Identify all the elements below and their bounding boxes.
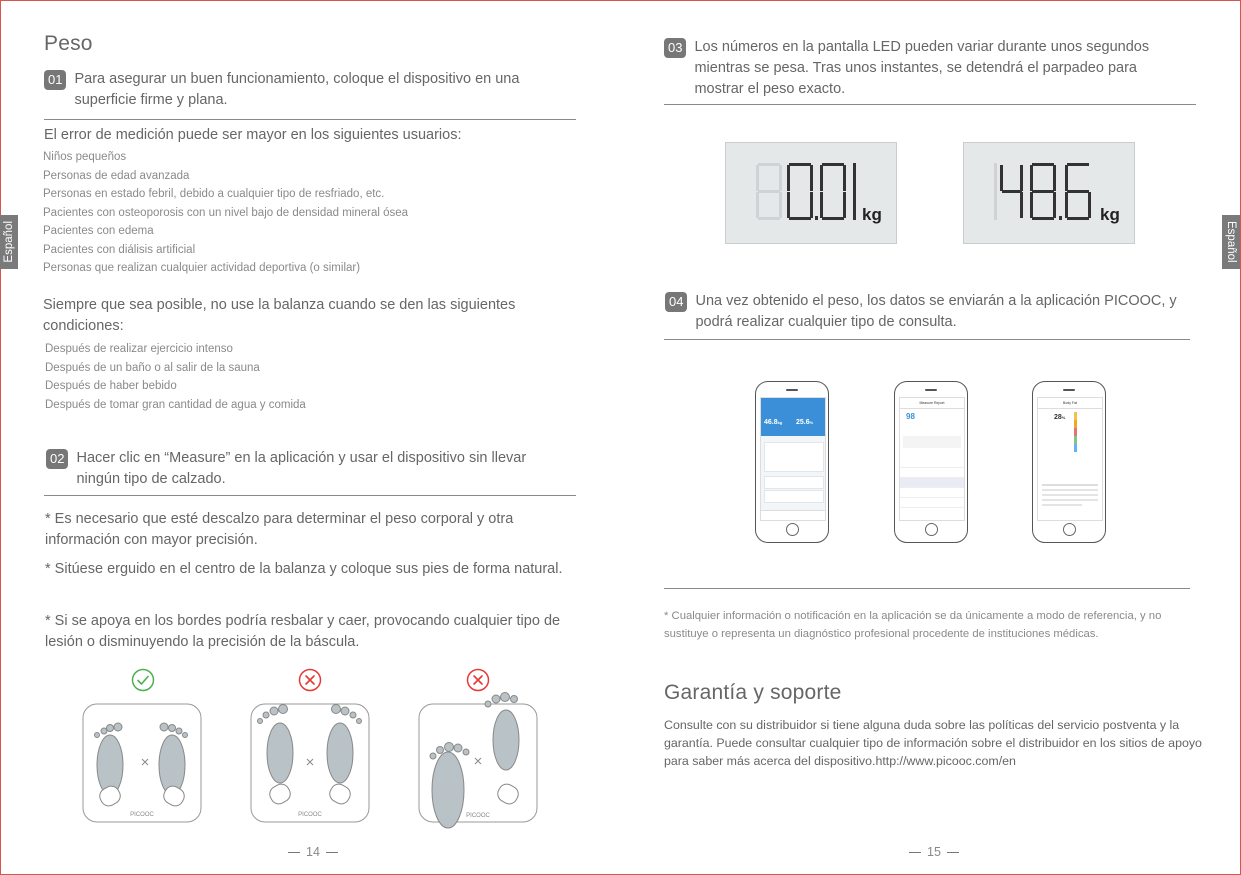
warranty-text: Consulte con su distribuidor si tiene alguna duda sobre las políticas del servicio postventa y la garantía. Puede consultar cualquier tipo de información sobre el distribuidor en los sitios de apoyo para saber más acerca del dispositivo. (664, 718, 1202, 768)
phone-app-bodyfat: Body Fat 28% (1032, 381, 1106, 543)
divider (664, 104, 1196, 105)
list-item: Pacientes con osteoporosis con un nivel bajo de densidad mineral ósea (43, 206, 409, 219)
scale-wrong-toes-edge (250, 703, 370, 823)
cross-circle-icon (298, 668, 322, 692)
app-bodyfat-title: Body Fat (1038, 398, 1102, 409)
lcd-display-final (963, 142, 1135, 244)
weight-unit: kg (1100, 205, 1120, 224)
list-item: Después de haber bebido (45, 380, 177, 392)
app-bodyfat-value: 28 (1054, 414, 1062, 421)
app-weight-value: 46.8 (764, 419, 778, 426)
step-number-badge: 01 (44, 70, 66, 90)
error-users-list (43, 148, 408, 278)
page-number-left: 14 (282, 845, 344, 859)
step-04 (665, 291, 1195, 333)
list-item: Después de tomar gran cantidad de agua y comida (45, 398, 306, 411)
step-number-badge: 03 (664, 38, 686, 58)
scale-brand-label: PICOOC (130, 812, 154, 818)
avoid-intro: Siempre que sea posible, no use la balanza cuando se den las siguientes condiciones: (43, 297, 516, 334)
divider (44, 119, 576, 120)
warranty-url-link[interactable]: http://www.picooc.com/en (875, 754, 1016, 768)
warranty-text-block (664, 716, 1209, 770)
scale-wrong-off-center (418, 690, 538, 830)
note-edges: * Si se apoya en los bordes podría resbalar y caer, provocando cualquier tipo de lesión o disminuyendo la precisión de la báscula. (45, 613, 561, 650)
list-item: Después de un baño o al salir de la sauna (45, 361, 260, 374)
phone-app-report (894, 381, 968, 543)
app-report-title: Measure Report (900, 398, 964, 409)
app-disclaimer: * Cualquier información o notificación en la aplicación se da únicamente a modo de referencia, y no sustituye o representa un diagnóstico profesional procedente de instituciones médicas. (664, 610, 1162, 640)
step-number-badge: 02 (46, 449, 68, 469)
divider (664, 588, 1190, 589)
error-intro: El error de medición puede ser mayor en los siguientes usuarios: (44, 127, 462, 143)
lcd-digits (964, 143, 1134, 243)
step-03 (664, 37, 1184, 100)
avoid-conditions-list (45, 340, 306, 414)
app-fat-value: 25.6 (796, 419, 810, 426)
list-item: Personas que realizan cualquier actividad deportiva (o similar) (43, 262, 361, 274)
list-item: Personas de edad avanzada (43, 169, 190, 182)
step-02 (46, 448, 566, 490)
list-item: Pacientes con diálisis artificial (43, 243, 196, 256)
app-score-value: 98 (906, 412, 915, 421)
list-item: Pacientes con edema (43, 225, 154, 237)
language-side-tab-left: Español (0, 215, 18, 269)
phone-app-home: 46.8kg 25.6% (755, 381, 829, 543)
step-text: Hacer clic en “Measure” en la aplicación y usar el dispositivo sin llevar ningún tipo de calzado. (76, 450, 527, 487)
scale-brand-label: PICOOC (466, 813, 490, 819)
cross-circle-icon (466, 668, 490, 692)
step-text: Para asegurar un buen funcionamiento, coloque el dispositivo en una superficie firme y plana. (74, 71, 520, 108)
divider (664, 339, 1190, 340)
divider (44, 495, 576, 496)
weight-unit: kg (862, 205, 882, 224)
section-title-weight: Peso (44, 32, 93, 55)
list-item: Personas en estado febril, debido a cualquier tipo de resfriado, etc. (43, 188, 385, 200)
note-stand-center: * Sitúese erguido en el centro de la balanza y coloque sus pies de forma natural. (45, 561, 563, 577)
step-number-badge: 04 (665, 292, 687, 312)
step-01 (44, 69, 564, 111)
page-number-right: 15 (903, 845, 965, 859)
note-barefoot: * Es necesario que esté descalzo para determinar el peso corporal y otra información con mayor precisión. (45, 511, 514, 548)
list-item: Después de realizar ejercicio intenso (45, 343, 233, 355)
lcd-digits (726, 143, 896, 243)
lcd-display-flashing (725, 142, 897, 244)
warranty-title: Garantía y soporte (664, 681, 842, 704)
check-circle-icon (131, 668, 155, 692)
language-side-tab-right: Español (1222, 215, 1240, 269)
scale-correct-position (82, 703, 202, 823)
list-item: Niños pequeños (43, 151, 127, 163)
scale-brand-label: PICOOC (298, 812, 322, 818)
step-text: Los números en la pantalla LED pueden variar durante unos segundos mientras se pesa. Tras unos instantes, se detendrá el parpadeo para mostrar el peso exacto. (694, 39, 1150, 97)
step-text: Una vez obtenido el peso, los datos se enviarán a la aplicación PICOOC, y podrá realizar cualquier tipo de consulta. (695, 293, 1177, 330)
